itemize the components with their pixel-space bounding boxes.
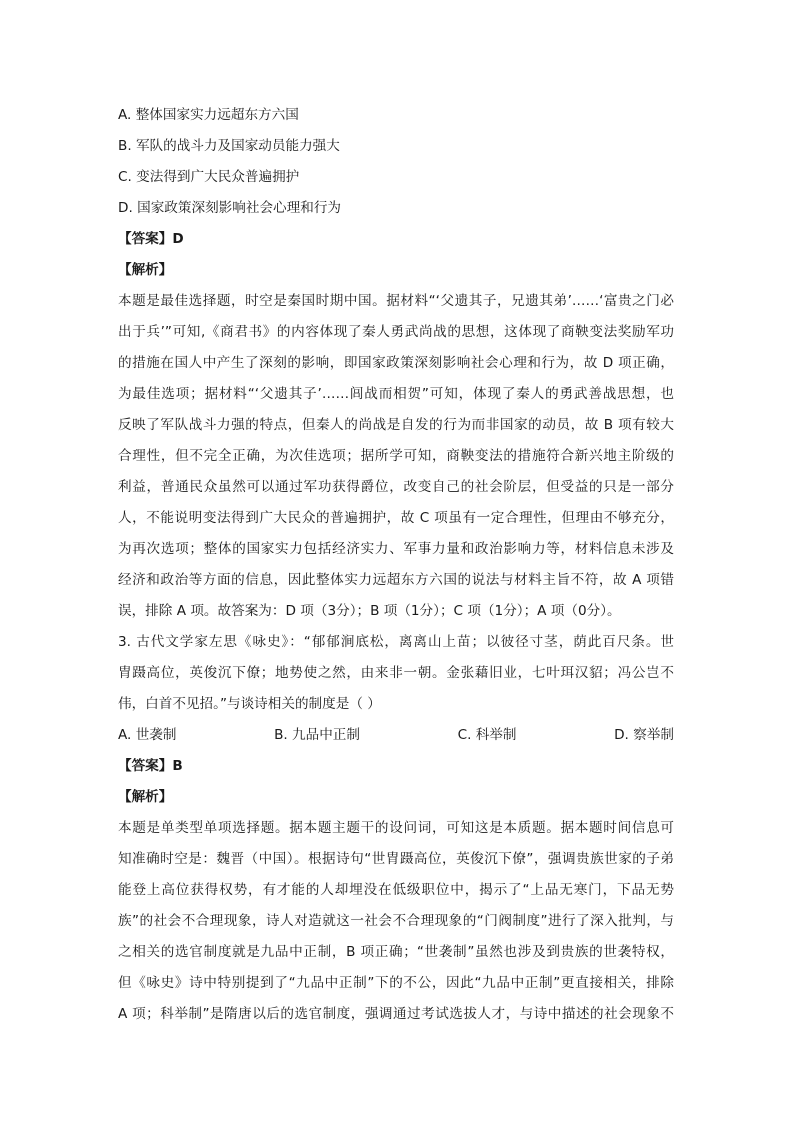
q3-analysis-line: 能登上高位获得权势，有才能的人却埋没在低级职位中，揭示了“上品无寒门，下品无势 [118, 882, 674, 898]
q3-answer: 【答案】B [118, 758, 183, 774]
q3-option-d: D. 察举制 [614, 727, 674, 743]
q2-analysis-line: 反映了军队战斗力强的特点，但秦人的尚战是自发的行为而非国家的动员，故 B 项有较大 [118, 417, 674, 433]
q3-analysis [118, 813, 674, 1030]
q3-options [118, 720, 674, 751]
q2-answer: 【答案】D [118, 231, 184, 247]
q3-analysis-line: 但《咏史》诗中特别提到了“九品中正制”下的不公，因此“九品中正制”更直接相关，排除 [118, 975, 674, 991]
q2-option-c: C. 变法得到广大民众普遍拥护 [118, 169, 300, 185]
q3-analysis-line: A 项；科举制”是隋唐以后的选官制度，强调通过考试选拔人才，与诗中描述的社会现象不 [118, 1006, 674, 1022]
q2-option-b: B. 军队的战斗力及国家动员能力强大 [118, 138, 340, 154]
q2-analysis-line: 为最佳选项；据材料“‘父遗其子’……闾战而相贺”可知，体现了秦人的勇武善战思想，也 [118, 386, 674, 402]
q2-option-d: D. 国家政策深刻影响社会心理和行为 [118, 200, 342, 216]
q2-option-a: A. 整体国家实力远超东方六国 [118, 107, 299, 123]
q3-stem-line: 胄蹑高位，英俊沉下僚；地势使之然，由来非一朝。金张藉旧业，七叶珥汉貂；冯公岂不 [118, 665, 674, 681]
document-page [118, 100, 674, 1030]
q2-analysis-line: 利益，普通民众虽然可以通过军功获得爵位，改变自己的社会阶层，但受益的只是一部分 [118, 479, 674, 495]
q2-analysis-line: 出于兵’”可知,《商君书》的内容体现了秦人勇武尚战的思想，这体现了商鞅变法奖励军功 [118, 324, 674, 340]
q3-stem [118, 627, 674, 720]
q2-analysis-line: 的措施在国人中产生了深刻的影响，即国家政策深刻影响社会心理和行为，故 D 项正确， [118, 355, 674, 371]
q3-analysis-line: 之相关的选官制度就是九品中正制，B 项正确；“世袭制”虽然也涉及到贵族的世袭特权， [118, 944, 674, 960]
q3-option-b: B. 九品中正制 [274, 727, 360, 743]
q2-analysis-line: 误，排除 A 项。故答案为：D 项（3分）；B 项（1分）；C 项（1分）；A 项（0分）。 [118, 603, 621, 619]
q3-option-a: A. 世袭制 [118, 727, 177, 743]
q2-analysis-line: 为再次选项；整体的国家实力包括经济实力、军事力量和政治影响力等，材料信息未涉及 [118, 541, 674, 557]
q3-analysis-line: 本题是单类型单项选择题。据本题主题干的设问词，可知这是本质题。据本题时间信息可 [118, 820, 674, 836]
q2-analysis-line: 经济和政治等方面的信息，因此整体实力远超东方六国的说法与材料主旨不符，故 A 项错 [118, 572, 674, 588]
q2-analysis [118, 286, 674, 627]
q3-stem-line: 3. 古代文学家左思《咏史》：“郁郁涧底松，离离山上苗；以彼径寸茎，荫此百尺条。世 [118, 634, 674, 650]
q3-option-c: C. 科举制 [457, 727, 517, 743]
q2-analysis-line: 人，不能说明变法得到广大民众的普遍拥护，故 C 项虽有一定合理性，但理由不够充分， [118, 510, 674, 526]
q2-analysis-label: 【解析】 [118, 262, 173, 278]
q3-stem-line: 伟，白首不见招。”与谈诗相关的制度是（ ） [118, 696, 381, 712]
q2-analysis-line: 合理性，但不完全正确，为次佳选项；据所学可知，商鞅变法的措施符合新兴地主阶级的 [118, 448, 674, 464]
q3-analysis-line: 知准确时空是：魏晋（中国）。根据诗句“世胄蹑高位，英俊沉下僚”，强调贵族世家的子弟 [118, 851, 674, 867]
q2-options [118, 100, 674, 224]
q2-analysis-line: 本题是最佳选择题，时空是秦国时期中国。据材料“‘父遗其子，兄遗其弟’……‘富贵之门必 [118, 293, 674, 309]
q3-analysis-line: 族”的社会不合理现象，诗人对造就这一社会不合理现象的“门阀制度”进行了深入批判，与 [118, 913, 674, 929]
q3-analysis-label: 【解析】 [118, 789, 173, 805]
